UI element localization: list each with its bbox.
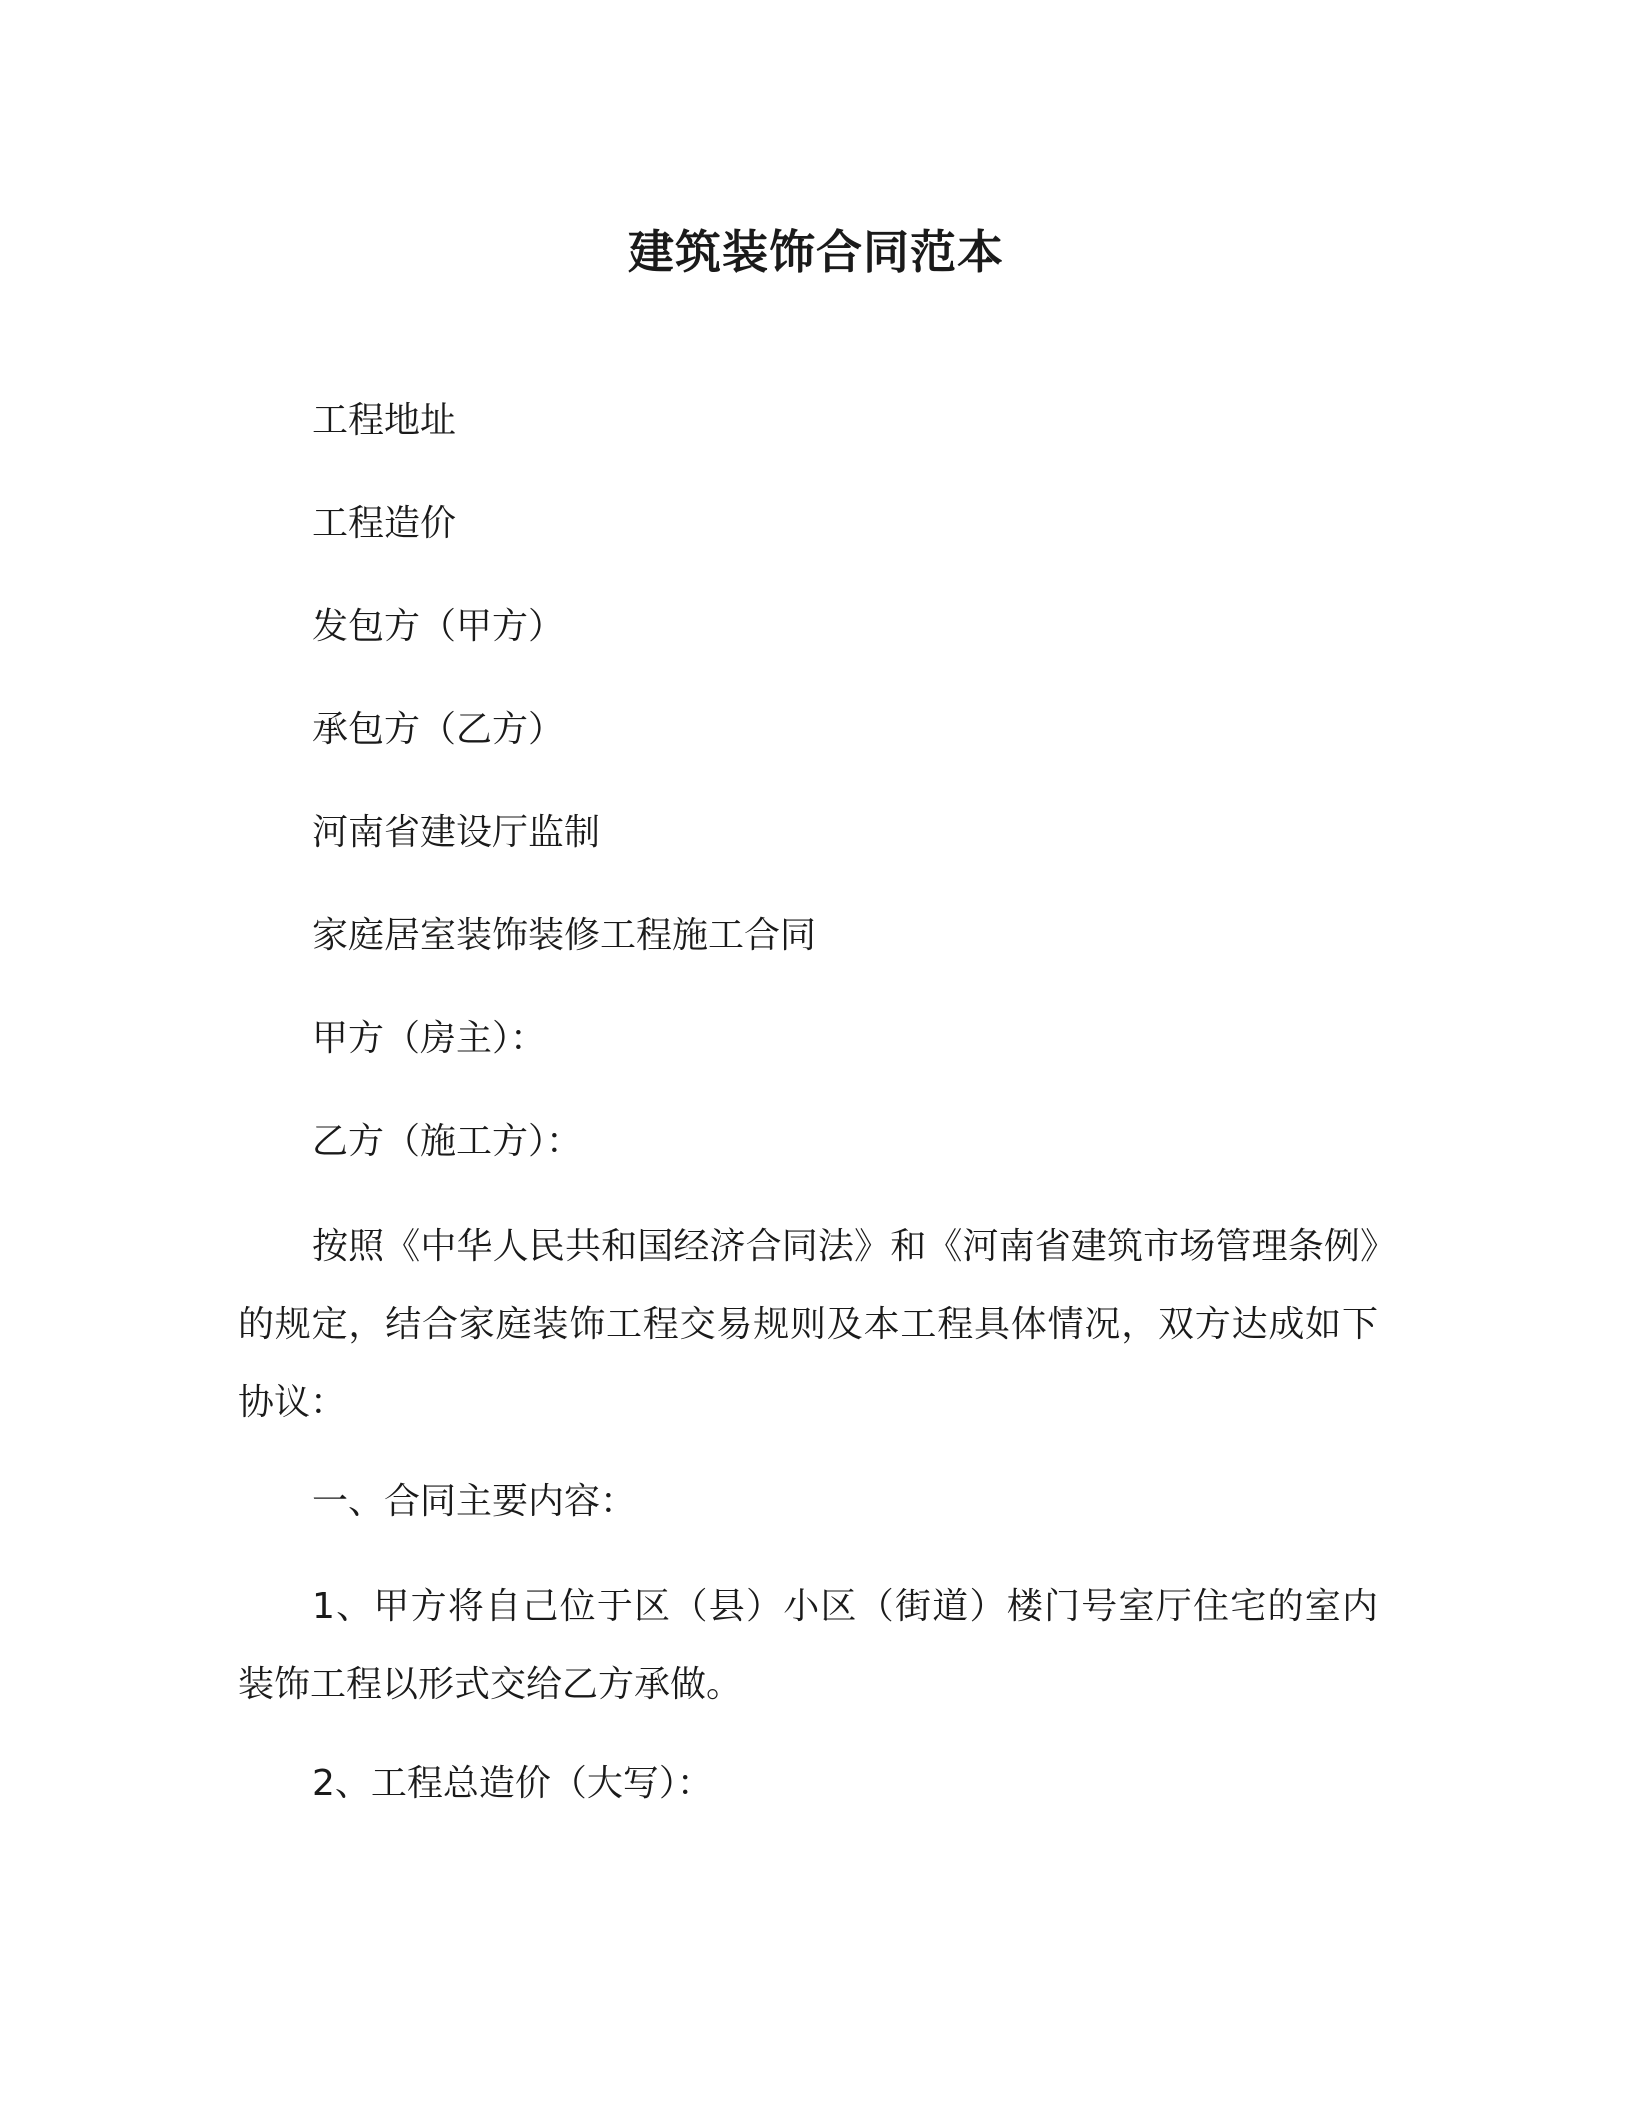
preamble-paragraph: 按照《中华人民共和国经济合同法》和《河南省建筑市场管理条例》的规定，结合家庭装饰工程交易规则及本工程具体情况，双方达成如下协议： <box>238 1226 1378 1423</box>
clause-1-paragraph: 1、甲方将自己位于区（县）小区（街道）楼门号室厅住宅的室内装饰工程以形式交给乙方承做。 <box>238 1586 1378 1705</box>
field-project-cost: 工程造价 <box>312 503 457 544</box>
field-party-a: 发包方（甲方） <box>312 606 565 647</box>
field-contractor: 乙方（施工方）： <box>312 1121 583 1162</box>
clause-2-paragraph: 2、工程总造价（大写）： <box>312 1763 713 1804</box>
section-heading: 一、合同主要内容： <box>312 1481 637 1522</box>
field-project-address: 工程地址 <box>312 400 457 441</box>
document-title: 建筑装饰合同范本 <box>628 225 1004 279</box>
field-contract-name: 家庭居室装饰装修工程施工合同 <box>312 915 817 956</box>
field-party-b: 承包方（乙方） <box>312 709 565 750</box>
field-owner: 甲方（房主）： <box>312 1018 547 1059</box>
field-supervisor: 河南省建设厅监制 <box>312 812 601 853</box>
